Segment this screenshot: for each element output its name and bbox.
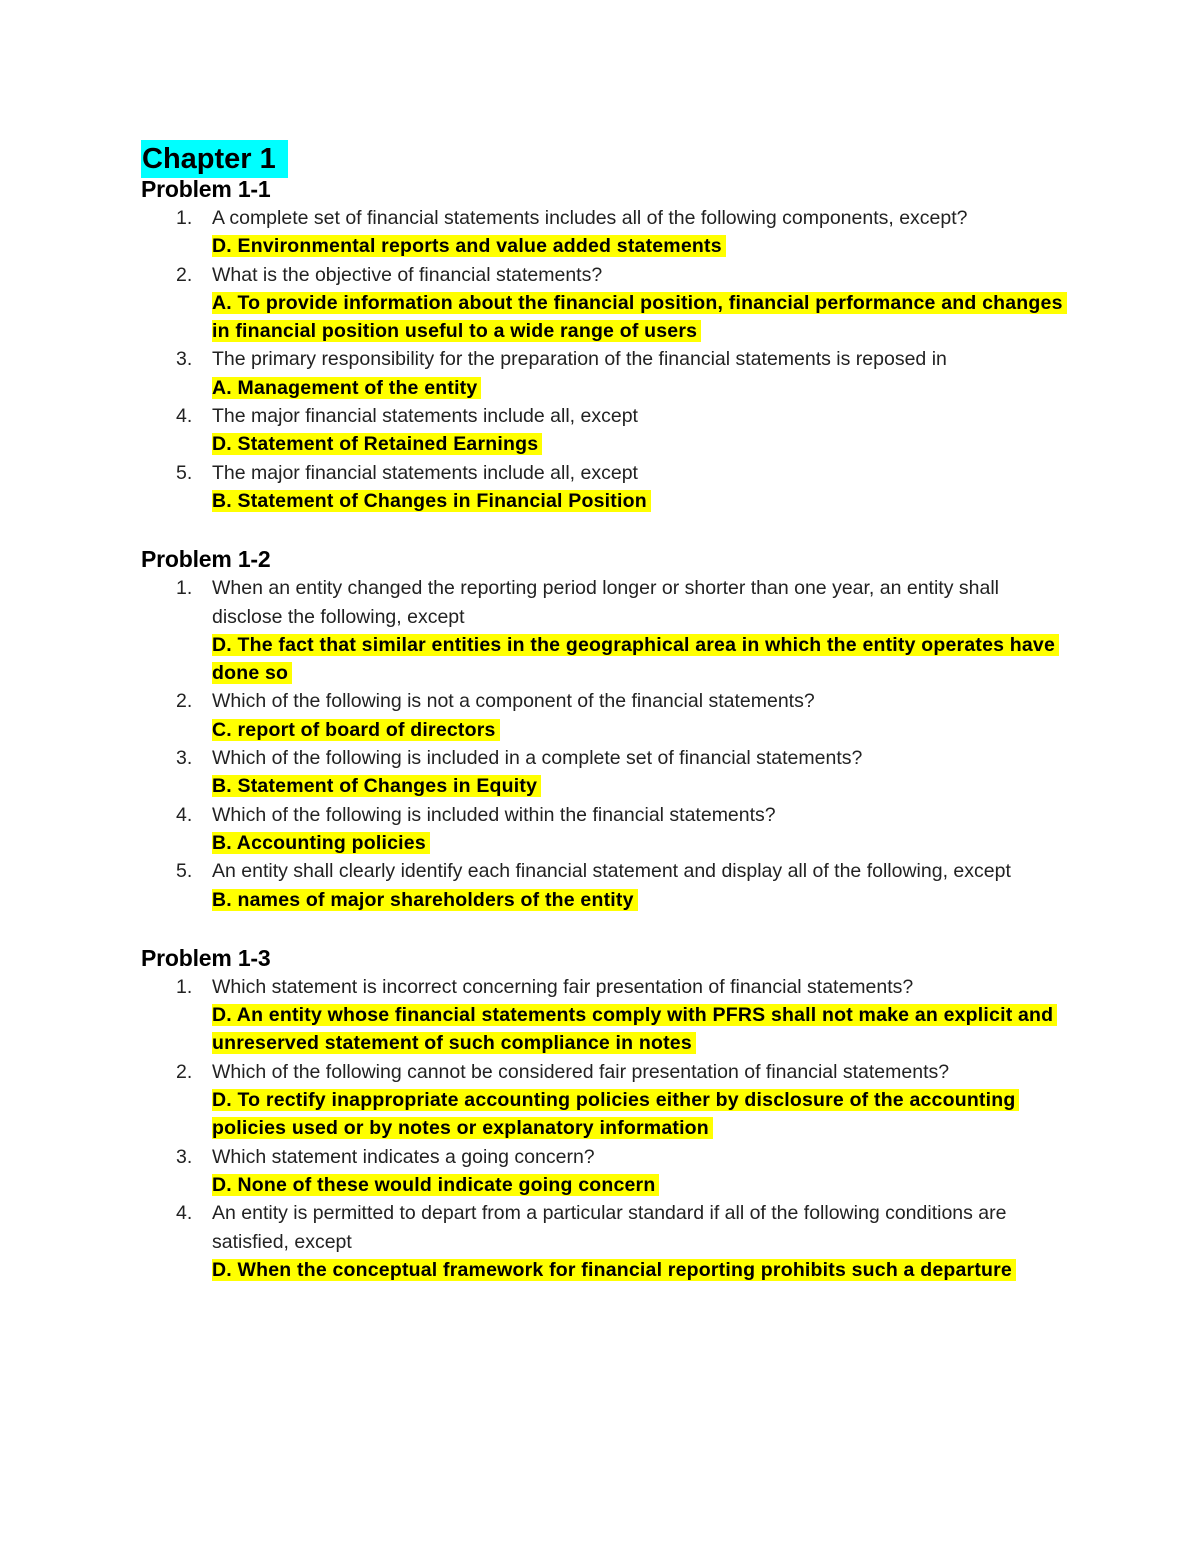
question-number: 4. [176, 1202, 193, 1225]
question-text: Which of the following cannot be considered fair presentation of financial statements? [212, 1060, 950, 1083]
question-number: 1. [176, 577, 193, 600]
question-text: The primary responsibility for the preparation of the financial statements is reposed in [212, 348, 947, 371]
problem-heading: Problem 1-2 [141, 546, 271, 573]
question-number: 5. [176, 860, 193, 883]
question-item [141, 1199, 1071, 1284]
question-item [141, 402, 1071, 459]
answer-highlight: D. When the conceptual framework for financial reporting prohibits such a departure [212, 1259, 1016, 1281]
answer-highlight: D. To rectify inappropriate accounting policies either by disclosure of the accounting policies used or by notes or explanatory information [212, 1089, 1019, 1139]
question-text: Which of the following is not a component of the financial statements? [212, 690, 815, 713]
question-item [141, 801, 1071, 858]
question-text: An entity is permitted to depart from a particular standard if all of the following conditions are satisfied, except [212, 1202, 1007, 1253]
answer-highlight: B. Statement of Changes in Equity [212, 775, 541, 797]
question-text: Which of the following is included in a complete set of financial statements? [212, 747, 863, 770]
question-item [141, 261, 1071, 346]
question-text: The major financial statements include all, except [212, 405, 638, 428]
question-item [141, 687, 1071, 744]
document-page [141, 140, 1071, 1284]
question-item [141, 744, 1071, 801]
answer-highlight: C. report of board of directors [212, 719, 500, 741]
question-number: 4. [176, 803, 193, 826]
answer [212, 1256, 1071, 1284]
answer [212, 232, 1071, 260]
answer [212, 631, 1071, 688]
chapter-title: Chapter 1 [141, 140, 288, 178]
question-text: When an entity changed the reporting period longer or shorter than one year, an entity shall disclose the following, except [212, 577, 999, 628]
question-text: Which statement is incorrect concerning fair presentation of financial statements? [212, 975, 914, 998]
question-text: An entity shall clearly identify each financial statement and display all of the following, except [212, 860, 1011, 883]
question-list [141, 574, 1071, 914]
question-text: What is the objective of financial statements? [212, 263, 603, 286]
problem-heading: Problem 1-3 [141, 944, 271, 971]
question-list [141, 204, 1071, 515]
question-item [141, 1143, 1071, 1200]
question-text: The major financial statements include all, except [212, 461, 638, 484]
answer-highlight: B. Statement of Changes in Financial Position [212, 490, 651, 512]
question-number: 3. [176, 1145, 193, 1168]
answer-highlight: B. names of major shareholders of the entity [212, 889, 638, 911]
question-number: 2. [176, 263, 193, 286]
question-text: Which of the following is included within the financial statements? [212, 803, 776, 826]
answer [212, 289, 1071, 346]
answer [212, 487, 1071, 515]
question-item [141, 973, 1071, 1058]
question-number: 5. [176, 461, 193, 484]
answer [212, 716, 1071, 744]
answer-highlight: D. Statement of Retained Earnings [212, 433, 542, 455]
answer [212, 374, 1071, 402]
question-item [141, 1058, 1071, 1143]
question-item [141, 857, 1071, 914]
answer-highlight: B. Accounting policies [212, 832, 430, 854]
answer-highlight: D. None of these would indicate going concern [212, 1174, 659, 1196]
question-item [141, 459, 1071, 516]
question-number: 1. [176, 975, 193, 998]
answer-highlight: A. Management of the entity [212, 377, 481, 399]
answer [212, 1171, 1071, 1199]
question-text: Which statement indicates a going concern? [212, 1145, 595, 1168]
answer-highlight: D. An entity whose financial statements comply with PFRS shall not make an explicit and unreserved statement of such compliance in notes [212, 1004, 1057, 1054]
question-number: 1. [176, 207, 193, 229]
question-number: 3. [176, 348, 193, 371]
question-list [141, 973, 1071, 1284]
question-number: 3. [176, 747, 193, 770]
problem-section-1-3 [141, 943, 1071, 1284]
answer-highlight: D. The fact that similar entities in the geographical area in which the entity operates have done so [212, 634, 1059, 684]
problem-heading: Problem 1-1 [141, 176, 271, 202]
question-item [141, 574, 1071, 687]
answer [212, 1001, 1071, 1058]
question-number: 4. [176, 405, 193, 428]
question-number: 2. [176, 1060, 193, 1083]
question-number: 2. [176, 690, 193, 713]
answer-highlight: D. Environmental reports and value added statements [212, 235, 726, 257]
answer [212, 1086, 1071, 1143]
answer-highlight: A. To provide information about the financial position, financial performance and changes in financial position useful to a wide range of users [212, 292, 1067, 342]
answer [212, 829, 1071, 857]
question-item [141, 345, 1071, 402]
answer [212, 430, 1071, 458]
problem-section-1-2 [141, 544, 1071, 914]
answer [212, 772, 1071, 800]
question-item [141, 204, 1071, 261]
problem-section-1-1 [141, 174, 1071, 515]
answer [212, 886, 1071, 914]
question-text: A complete set of financial statements includes all of the following components, except? [212, 207, 968, 229]
